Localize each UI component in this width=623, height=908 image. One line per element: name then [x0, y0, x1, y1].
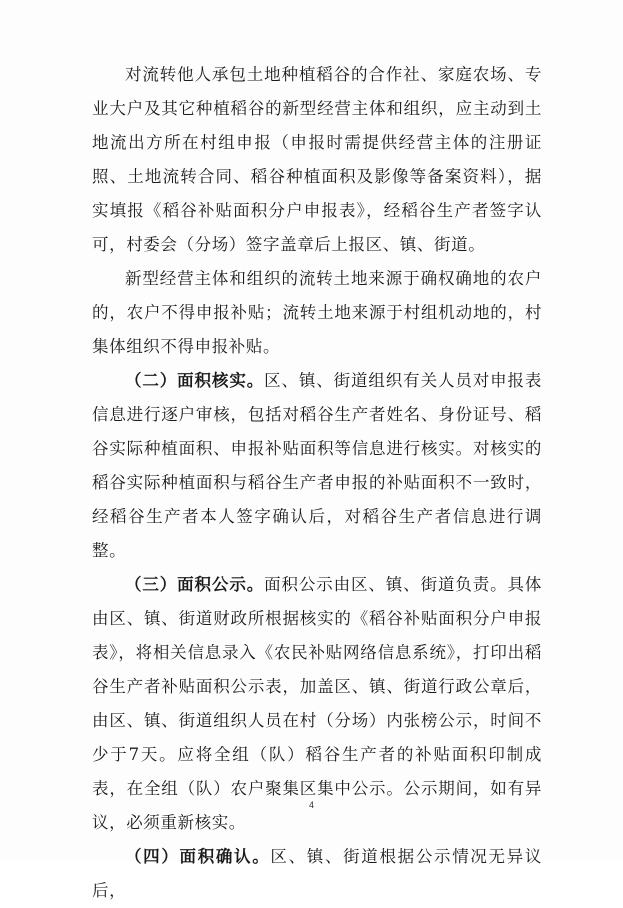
document-body: [92, 58, 542, 908]
section-heading-area-publicity: （三）面积公示。: [125, 575, 265, 594]
paragraph-land-source-rule: [92, 262, 542, 364]
paragraph-text: 区、镇、街道根据公示情况无异议后，: [92, 847, 542, 900]
paragraph-text: 面积公示由区、镇、街道负责。具体由区、镇、街道财政所根据核实的《稻谷补贴面积分户申报表》，将相关信息录入《农民补贴网络信息系统》，打印出稻谷生产者补贴面积公示表，加盖区、镇、街道行政公章后，由区、镇、街道组织人员在村（分场）内张榜公示，时间不少于7天。应将全组（队）稻谷生产者的补贴面积印制成表，在全组（队）农户聚集区集中公示。公示期间，如有异议，必须重新核实。: [92, 575, 542, 832]
section-heading-area-confirmation: （四）面积确认。: [125, 847, 271, 866]
paragraph-new-entity-application: [92, 58, 542, 262]
paragraph-area-confirmation: [92, 840, 542, 908]
paragraph-text: 新型经营主体和组织的流转土地来源于确权确地的农户的，农户不得申报补贴；流转土地来源于村组机动地的，村集体组织不得申报补贴。: [92, 269, 542, 356]
paragraph-text: 区、镇、街道组织有关人员对申报表信息进行逐户审核，包括对稻谷生产者姓名、身份证号、稻谷实际种植面积、申报补贴面积等信息进行核实。对核实的稻谷实际种植面积与稻谷生产者申报的补贴面积不一致时，经稻谷生产者本人签字确认后，对稻谷生产者信息进行调整。: [92, 371, 542, 560]
paragraph-area-verification: [92, 364, 542, 568]
section-heading-area-verification: （二）面积核实。: [125, 371, 265, 390]
page-number: 4: [308, 800, 314, 810]
paragraph-text: 对流转他人承包土地种植稻谷的合作社、家庭农场、专业大户及其它种植稻谷的新型经营主体和组织，应主动到土地流出方所在村组申报（申报时需提供经营主体的注册证照、土地流转合同、稻谷种植面积及影像等备案资料），据实填报《稻谷补贴面积分户申报表》，经稻谷生产者签字认可，村委会（分场）签字盖章后上报区、镇、街道。: [92, 65, 542, 254]
